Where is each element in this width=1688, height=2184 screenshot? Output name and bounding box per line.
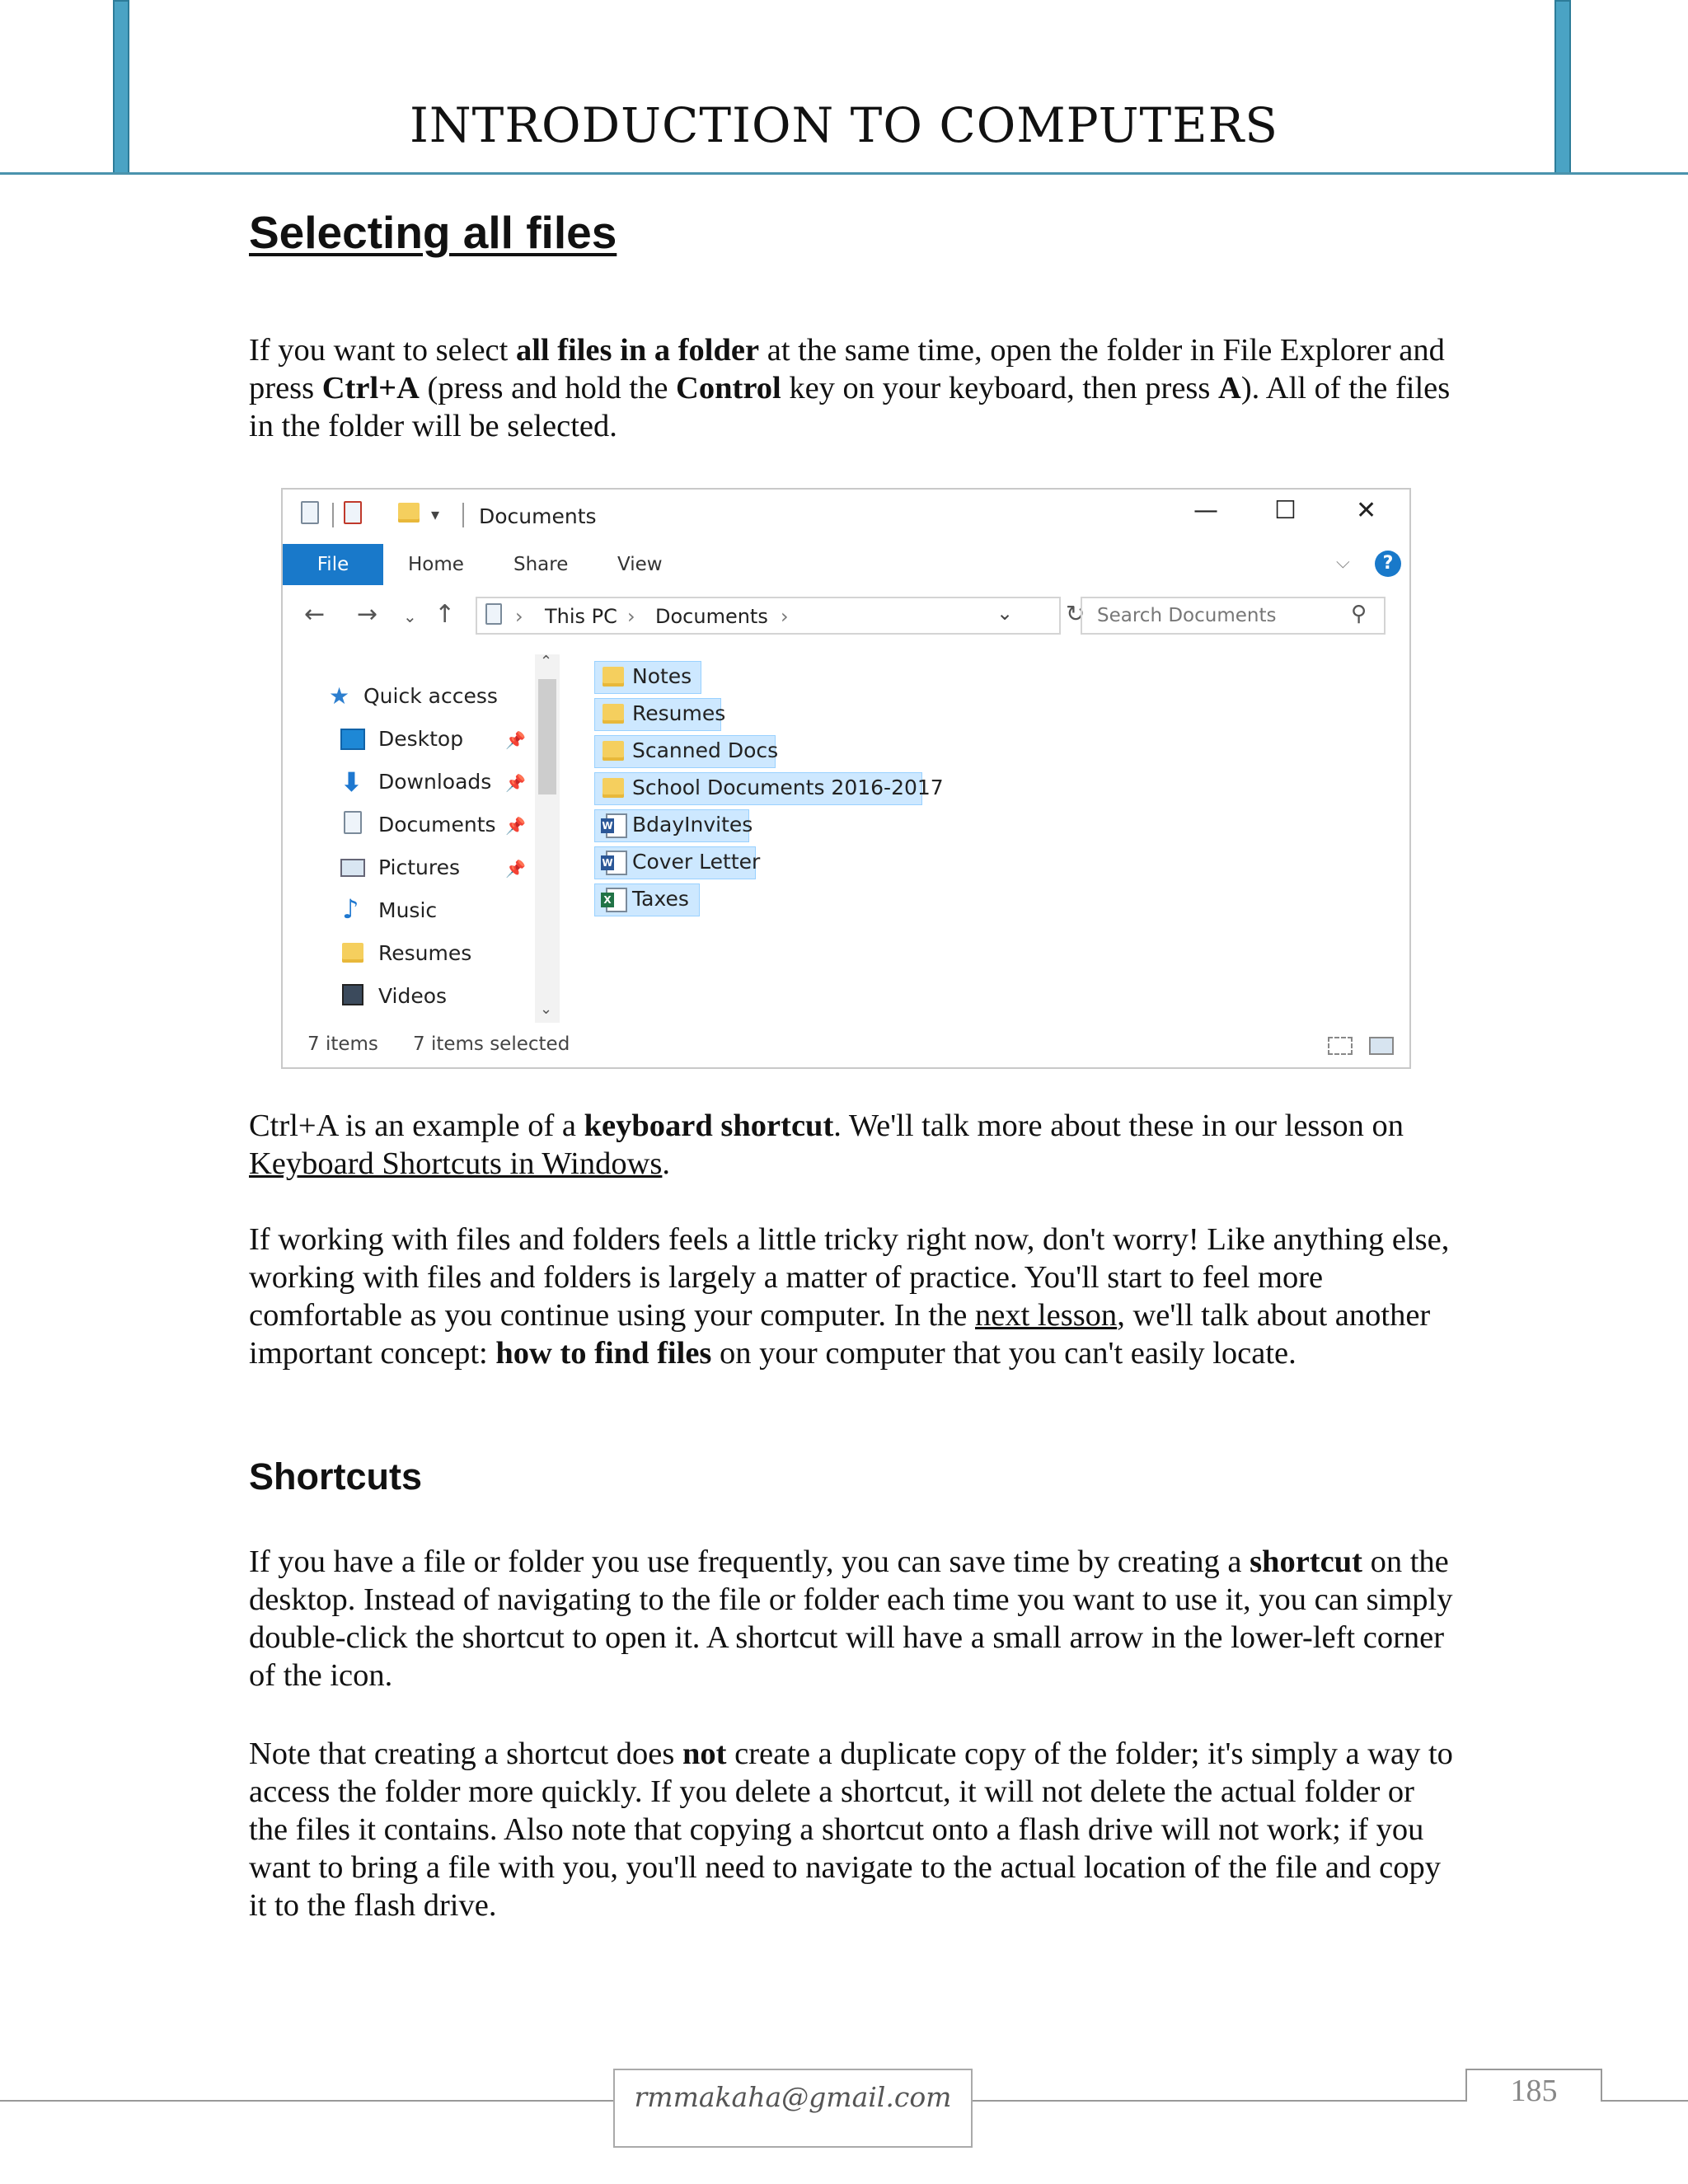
breadcrumb-separator: › [515, 605, 523, 628]
properties-icon[interactable] [301, 501, 319, 524]
folder-icon [603, 667, 624, 687]
close-button[interactable]: ✕ [1356, 496, 1377, 525]
nav-downloads[interactable]: Downloads [378, 770, 492, 794]
file-explorer-screenshot [281, 488, 1411, 1069]
excel-badge-icon: X [601, 893, 614, 907]
text: key on your keyboard, then press [781, 371, 1219, 405]
file-name-school-documents[interactable]: School Documents 2016-2017 [632, 776, 944, 799]
bold-text: how to find files [495, 1336, 712, 1371]
search-icon[interactable]: ⚲ [1351, 602, 1367, 626]
text: on your computer that you can't easily locate. [711, 1336, 1296, 1371]
nav-quick-access[interactable]: Quick access [363, 684, 498, 708]
up-arrow-icon[interactable]: ↑ [434, 600, 456, 629]
status-item-count: 7 items [307, 1033, 378, 1055]
videos-icon [342, 984, 363, 1005]
paragraph-practice [249, 1221, 1461, 1372]
music-note-icon: ♪ [342, 893, 359, 925]
customize-toolbar-icon[interactable]: ▾ [431, 504, 440, 524]
folder-icon [603, 704, 624, 724]
window-title: Documents [479, 504, 597, 528]
file-name-scanned-docs[interactable]: Scanned Docs [632, 738, 779, 762]
text: If working with files and folders feels a little tricky right now, don't worry! Like anything else, working with files and folders is largely a matter of practice. You'll start to feel more comfortable as you continue using your computer. In the [249, 1222, 1450, 1333]
scroll-up-icon[interactable]: ⌃ [540, 653, 553, 670]
bold-text: A [1218, 371, 1241, 405]
text: ). All of the files in the folder will be selected. [249, 371, 1451, 443]
text: on the desktop. Instead of navigating to the file or folder each time you want to use it, you can simply double-click the shortcut to open it. A shortcut will have a small arrow in the lower-left corner of the icon. [249, 1544, 1453, 1693]
file-name-bdayinvites[interactable]: BdayInvites [632, 813, 753, 837]
minimize-button[interactable]: — [1193, 496, 1218, 525]
section-heading-selecting-all-files: Selecting all files [249, 207, 617, 258]
pin-icon[interactable]: 📌 [505, 816, 526, 836]
bold-text: Ctrl+A [321, 371, 420, 405]
pictures-icon [340, 859, 365, 877]
status-selected-count: 7 items selected [413, 1033, 570, 1055]
footer-rule-right [1602, 2100, 1688, 2102]
text: at the same time, open the folder in File Explorer and press [249, 333, 1445, 405]
header-rule [0, 172, 1688, 175]
word-badge-icon: W [602, 820, 613, 832]
documents-icon [344, 811, 362, 834]
link-next-lesson[interactable]: next lesson [975, 1298, 1118, 1333]
help-icon[interactable]: ? [1375, 551, 1401, 577]
word-badge-icon: W [602, 857, 613, 869]
page-header-title: INTRODUCTION TO COMPUTERS [410, 97, 1278, 153]
pin-icon[interactable]: 📌 [505, 730, 526, 750]
text: Ctrl+A is an example of a [249, 1108, 584, 1143]
tab-view[interactable]: View [617, 554, 663, 575]
footer-rule-middle [973, 2100, 1465, 2102]
forward-arrow-icon[interactable]: → [357, 600, 378, 629]
paragraph-shortcut-intro [249, 1543, 1461, 1694]
back-arrow-icon[interactable]: ← [304, 600, 326, 629]
bold-text: not [682, 1736, 727, 1771]
footer-email: rmmakaha@gmail.com [634, 2081, 952, 2113]
paragraph-keyboard-shortcut [249, 1107, 1461, 1183]
nav-videos[interactable]: Videos [378, 984, 448, 1008]
file-name-notes[interactable]: Notes [632, 664, 692, 688]
footer-rule-left [0, 2100, 613, 2102]
maximize-button[interactable]: ☐ [1274, 496, 1296, 525]
nav-scrollbar-thumb[interactable] [538, 679, 556, 794]
tab-file[interactable]: File [283, 544, 383, 585]
large-icons-view-icon[interactable] [1369, 1037, 1394, 1055]
file-name-cover-letter[interactable]: Cover Letter [632, 850, 761, 874]
nav-pictures[interactable]: Pictures [378, 855, 460, 879]
text: create a duplicate copy of the folder; it's simply a way to access the folder more quickly. If you delete a shortcut, it will not delete the actual folder or the files it contains. Also note that copying a shortcut onto a flash drive will not work; if you want to bring a file with you, you'll need to navigate to the actual location of the file and copy it to the flash drive. [249, 1736, 1453, 1923]
nav-music[interactable]: Music [378, 898, 438, 922]
documents-location-icon [485, 603, 502, 625]
checkmark-icon[interactable] [344, 501, 362, 524]
divider [332, 503, 334, 527]
text: If you have a file or folder you use frequently, you can save time by creating a [249, 1544, 1250, 1579]
pin-icon[interactable]: 📌 [505, 773, 526, 793]
new-folder-icon[interactable] [398, 503, 420, 523]
file-name-taxes[interactable]: Taxes [632, 887, 689, 911]
section-heading-shortcuts: Shortcuts [249, 1455, 423, 1497]
page-number: 185 [1510, 2074, 1558, 2108]
text: (press and hold the [419, 371, 677, 405]
divider [462, 503, 464, 527]
folder-icon [342, 943, 363, 963]
scroll-down-icon[interactable]: ⌄ [540, 1001, 553, 1018]
desktop-icon [340, 729, 365, 750]
nav-documents[interactable]: Documents [378, 813, 496, 837]
refresh-icon[interactable]: ↻ [1066, 600, 1085, 627]
folder-icon [603, 741, 624, 761]
details-view-icon[interactable] [1328, 1037, 1353, 1055]
nav-desktop[interactable]: Desktop [378, 727, 464, 751]
breadcrumb-this-pc[interactable]: This PC [545, 605, 617, 628]
search-placeholder: Search Documents [1097, 605, 1277, 626]
bold-text: Control [676, 371, 781, 405]
text: , we'll talk about another important concept: [249, 1298, 1431, 1371]
address-dropdown-icon[interactable]: ⌄ [996, 602, 1014, 625]
bold-text: shortcut [1250, 1544, 1362, 1579]
text: . [662, 1146, 671, 1181]
breadcrumb-separator: › [627, 605, 635, 628]
tab-home[interactable]: Home [408, 554, 464, 575]
file-name-resumes[interactable]: Resumes [632, 701, 726, 725]
text: If you want to select [249, 333, 516, 368]
bold-text: keyboard shortcut [584, 1108, 834, 1143]
nav-resumes[interactable]: Resumes [378, 941, 472, 965]
tab-share[interactable]: Share [513, 554, 569, 575]
breadcrumb-documents[interactable]: Documents [655, 605, 768, 628]
bold-text: all files in a folder [515, 333, 760, 368]
folder-icon [603, 778, 624, 798]
downloads-icon: ⬇ [340, 766, 363, 798]
breadcrumb-separator: › [781, 605, 789, 628]
text: Note that creating a shortcut does [249, 1736, 682, 1771]
star-icon: ★ [329, 682, 350, 710]
pin-icon[interactable]: 📌 [505, 859, 526, 879]
recent-locations-icon[interactable]: ⌄ [403, 607, 417, 626]
paragraph-select-all [249, 331, 1461, 445]
paragraph-shortcut-note [249, 1735, 1461, 1924]
text: . We'll talk more about these in our lesson on [833, 1108, 1404, 1143]
expand-ribbon-icon[interactable]: ⌵ [1336, 552, 1350, 573]
link-keyboard-shortcuts[interactable]: Keyboard Shortcuts in Windows [249, 1146, 663, 1181]
